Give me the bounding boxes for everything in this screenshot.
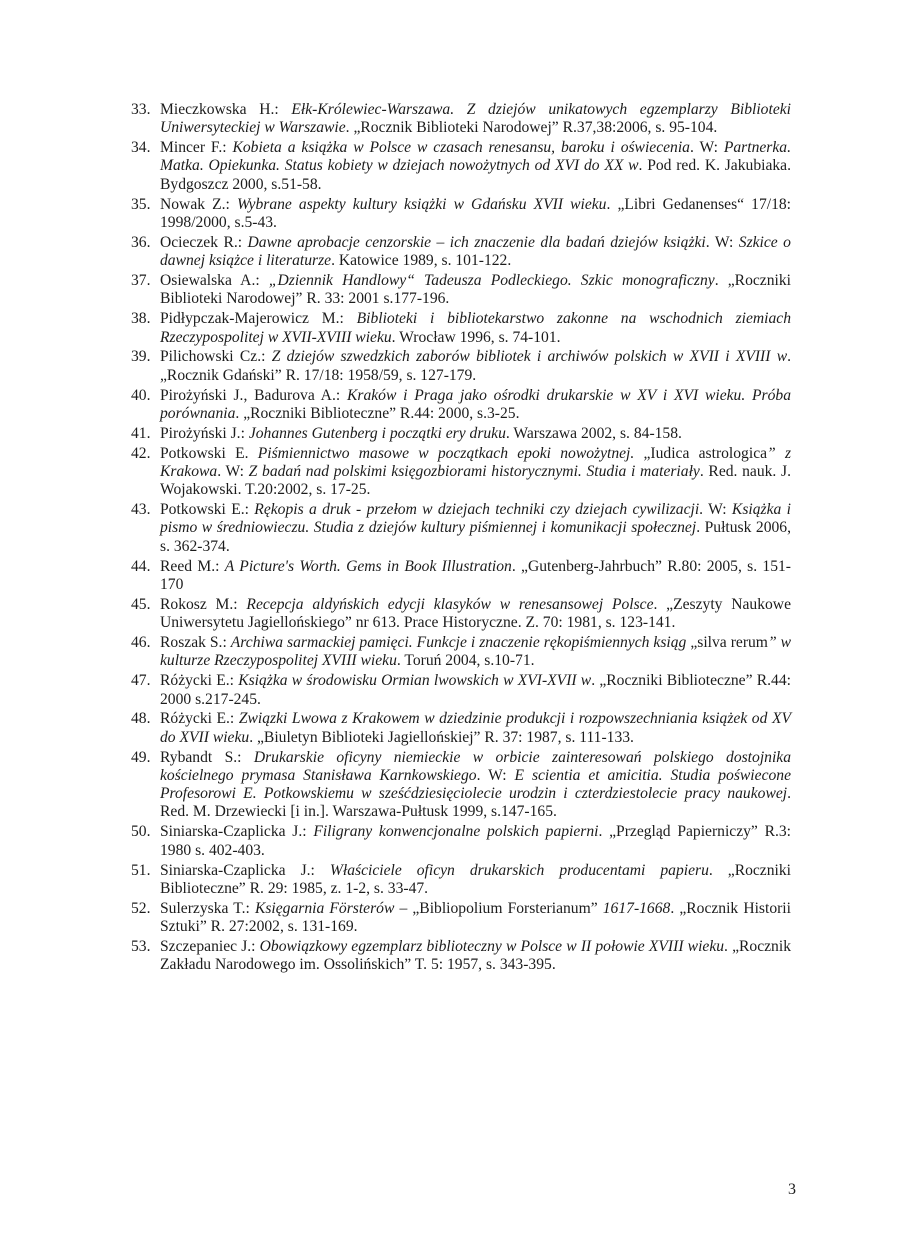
reference-title-fragment: „Dziennik Handlowy“ Tadeusza Podleckiego. Szkic monograficzny [268,272,715,290]
reference-fragment: . „Zeszyty Naukowe Uniwersytetu Jagiellońskiego” nr 613. Prace Historyczne. Z. 70: 1981, s. 123-141. [160,595,791,632]
reference-text [160,862,791,899]
reference-text [160,558,791,595]
reference-fragment: . Pod red. K. Jakubiaka. Bydgoszcz 2000, s.51-58. [160,157,791,193]
reference-text [160,196,791,233]
reference-fragment: Reed M.: [160,557,225,575]
reference-fragment: . „Rocznik Biblioteki Narodowej” R.37,38:2006, s. 95-104. [345,119,718,137]
reference-title-fragment: Archiwa sarmackiej pamięci. Funkcje i znaczenie rękopiśmiennych ksiąg [230,634,691,652]
reference-title-fragment: Właściciele oficyn drukarskich producentami papieru [329,861,709,879]
reference-fragment: Potkowski E.: [160,501,255,519]
reference-fragment: . Toruń 2004, s.10-71. [396,652,535,670]
reference-number: 48. [131,710,151,728]
reference-fragment: . Red. M. Drzewiecki [i in.]. Warszawa-Pułtusk 1999, s.147-165. [160,785,791,821]
reference-title-fragment: Książka w środowisku Ormian lwowskich w XVI-XVII w [238,672,592,690]
reference-number: 52. [131,899,151,917]
reference-fragment: Sulerzyska T.: [160,899,255,917]
reference-number: 43. [131,501,151,519]
reference-title-fragment: Drukarskie oficyny niemieckie w orbicie zainteresowań polskiego dostojnika kościelnego prymasa Stanisława Karnkowskiego [160,748,791,784]
reference-title-fragment: ” w kulturze Rzeczypospolitej XVIII wieku [160,634,791,670]
reference-text [160,749,791,822]
reference-fragment: Osiewalska A.: [160,272,269,290]
reference-title-fragment: E scientia et amicitia. Studia poświecone Profesorowi E. Potkowskiemu w sześćdziesięciolecie urodzin i czterdziestolecie pracy naukowej [160,766,792,803]
reference-fragment: Rokosz M.: [160,595,247,613]
reference-item [131,445,791,500]
reference-title-fragment: Dawne aprobacje cenzorskie – ich znaczenie dla badań dziejów książki [247,233,706,251]
reference-fragment: . W: [699,501,732,519]
reference-item [131,348,791,385]
reference-number: 46. [131,634,151,652]
reference-title-fragment: Obowiązkowy egzemplarz biblioteczny w Polsce w II połowie XVIII wieku [259,937,725,955]
reference-title-fragment: Rękopis a druk - przełom w dziejach techniki czy dziejach cywilizacji [254,501,700,519]
reference-text [160,310,791,347]
reference-fragment: . Red. nauk. J. Wojakowski. T.20:2002, s. 17-25. [160,462,791,499]
reference-text [160,823,791,860]
reference-number: 47. [131,672,151,690]
reference-item [131,862,791,899]
reference-item [131,101,791,138]
reference-fragment: . „Libri Gedanenses“ 17/18: 1998/2000, s.5-43. [160,195,791,231]
reference-title-fragment: Związki Lwowa z Krakowem w dziedzinie produkcji i rozpowszechniania książek od XV do XVII wieku [160,710,791,746]
reference-title-fragment: A Picture's Worth. Gems in Book Illustration [224,557,512,575]
reference-title-fragment: Biblioteki i bibliotekarstwo zakonne na wschodnich ziemiach Rzeczypospolitej w XVII-XVIII wieku [160,310,791,346]
reference-item [131,196,791,233]
reference-item [131,310,791,347]
reference-number: 35. [131,195,151,213]
reference-fragment: . Warszawa 2002, s. 84-158. [505,424,682,442]
reference-fragment: Pidłypczak-Majerowicz M.: [160,310,357,328]
reference-text [160,634,791,671]
reference-fragment: Pirożyński J.: [160,424,249,442]
reference-item [131,558,791,595]
reference-text [160,710,791,747]
reference-fragment: . „Biuletyn Biblioteki Jagiellońskiej” R. 37: 1987, s. 111-133. [249,728,634,746]
reference-title-fragment: Z dziejów szwedzkich zaborów bibliotek i archiwów polskich w XVII i XVIII w [271,348,788,366]
reference-fragment: Nowak Z.: [160,195,237,213]
reference-title-fragment: Wybrane aspekty kultury książki w Gdańsku XVII wieku [236,195,607,213]
reference-text [160,501,791,556]
reference-fragment: . „Roczniki Biblioteczne” R.44: 2000, s.3-25. [235,404,520,422]
reference-text [160,596,791,633]
reference-text [160,139,791,194]
reference-title-fragment: Johannes Gutenberg i początki ery druku [248,424,506,442]
reference-title-fragment: Filigrany konwencjonalne polskich papierni [313,823,599,841]
reference-text [160,900,791,937]
reference-fragment: Ocieczek R.: [160,233,248,251]
reference-number: 51. [131,861,151,879]
reference-item [131,938,791,975]
reference-title-fragment: Książka i pismo w średniowieczu. Studia z dziejów kultury piśmiennej i komunikacji społecznej [160,501,791,537]
reference-fragment: . „Przegląd Papierniczy” R.3: 1980 s. 402-403. [160,823,791,859]
reference-text [160,425,791,443]
reference-title-fragment: Kraków i Praga jako ośrodki drukarskie w XV i XVI wieku. Próba porównania [160,386,792,422]
reference-item [131,634,791,671]
reference-title-fragment: ” z Krakowa [160,444,792,480]
reference-title-fragment: Księgarnia Försterów [254,899,395,917]
reference-fragment: Siniarska-Czaplicka J.: [160,861,330,879]
reference-text [160,234,791,271]
reference-item [131,272,791,309]
reference-fragment: Różycki E.: [160,672,239,690]
reference-item [131,596,791,633]
reference-item [131,749,791,822]
reference-item [131,139,791,194]
reference-title-fragment: Szkice o dawnej książce i literaturze [160,233,791,270]
reference-number: 33. [131,101,151,118]
reference-fragment: Różycki E.: [160,710,239,728]
reference-number: 50. [131,823,151,841]
reference-fragment: . „Rocznik Zakładu Narodowego im. Ossolińskich” T. 5: 1957, s. 343-395. [160,937,791,974]
reference-number: 36. [131,233,151,251]
reference-number: 42. [131,444,151,462]
reference-fragment: . W: [705,233,739,251]
reference-number: 45. [131,595,151,613]
reference-title-fragment: Piśmiennictwo masowe w początkach epoki nowożytnej. [257,444,644,462]
reference-fragment: Mincer F.: [160,139,233,157]
reference-title-fragment: 1617-1668 [602,899,671,917]
reference-fragment: Siniarska-Czaplicka J.: [160,823,314,841]
reference-fragment: . Katowice 1989, s. 101-122. [331,252,512,270]
reference-text [160,101,791,138]
reference-item [131,672,791,709]
reference-fragment: . Wrocław 1996, s. 74-101. [391,328,561,346]
reference-fragment: . „Gutenberg-Jahrbuch” R.80: 2005, s. 151-170 [160,557,791,593]
reference-number: 41. [131,424,151,442]
reference-title-fragment: Recepcja aldyńskich edycji klasyków w renesansowej Polsce [246,595,654,613]
reference-fragment: Roszak S.: [160,634,231,652]
reference-number: 34. [131,139,151,157]
reference-title-fragment: Ełk-Królewiec-Warszawa. Z dziejów unikatowych egzemplarzy Biblioteki Uniwersyteckiej w Warszawie [160,101,791,137]
reference-fragment: Pirożyński J., Badurova A.: [160,386,347,404]
reference-fragment: . „Rocznik Historii Sztuki” R. 27:2002, s. 131-169. [160,899,791,936]
reference-text [160,348,791,385]
reference-fragment: „Iudica astrologica [643,444,768,462]
reference-number: 44. [131,557,151,575]
reference-title-fragment: Kobieta a książka w Polsce w czasach renesansu, baroku i oświecenia [232,139,690,157]
reference-item [131,501,791,556]
reference-fragment: . W: [689,139,724,157]
reference-fragment: . W: [217,462,249,480]
reference-fragment: . Pułtusk 2006, s. 362-374. [160,519,792,555]
reference-title-fragment: Z badań nad polskimi księgozbiorami historycznymi. Studia i materiały [248,462,700,480]
reference-number: 40. [131,386,151,404]
reference-item [131,387,791,424]
reference-fragment: Pilichowski Cz.: [160,348,272,366]
reference-title-fragment: Partnerka. Matka. Opiekunka. Status kobiety w dziejach nowożytnych od XVI do XX w [160,139,791,175]
reference-fragment: Mieczkowska H.: [160,101,292,118]
reference-text [160,387,791,424]
page-number: 3 [788,1181,796,1198]
reference-fragment: . W: [476,766,515,784]
reference-item [131,710,791,747]
reference-text [160,672,791,709]
reference-number: 53. [131,937,151,955]
reference-fragment: – „Bibliopolium Forsterianum” [394,899,603,917]
reference-text [160,272,791,309]
reference-fragment: Potkowski E. [160,444,258,462]
reference-number: 37. [131,272,151,290]
reference-item [131,234,791,271]
bibliography-list [131,101,791,976]
reference-fragment: „silva rerum [690,634,768,652]
reference-fragment: . „Rocznik Gdański” R. 17/18: 1958/59, s. 127-179. [160,348,792,384]
reference-item [131,823,791,860]
reference-text [160,445,791,500]
reference-item [131,425,791,443]
reference-fragment: Rybandt S.: [160,748,254,766]
reference-fragment: . „Roczniki Biblioteczne” R. 29: 1985, z. 1-2, s. 33-47. [160,861,791,897]
reference-number: 49. [131,748,151,766]
reference-fragment: . „Roczniki Biblioteczne” R.44: 2000 s.217-245. [160,672,791,708]
reference-text [160,938,791,975]
reference-fragment: Szczepaniec J.: [160,937,260,955]
reference-fragment: . „Roczniki Biblioteki Narodowej” R. 33: 2001 s.177-196. [160,272,791,308]
reference-number: 39. [131,348,151,366]
reference-item [131,900,791,937]
reference-number: 38. [131,310,151,328]
